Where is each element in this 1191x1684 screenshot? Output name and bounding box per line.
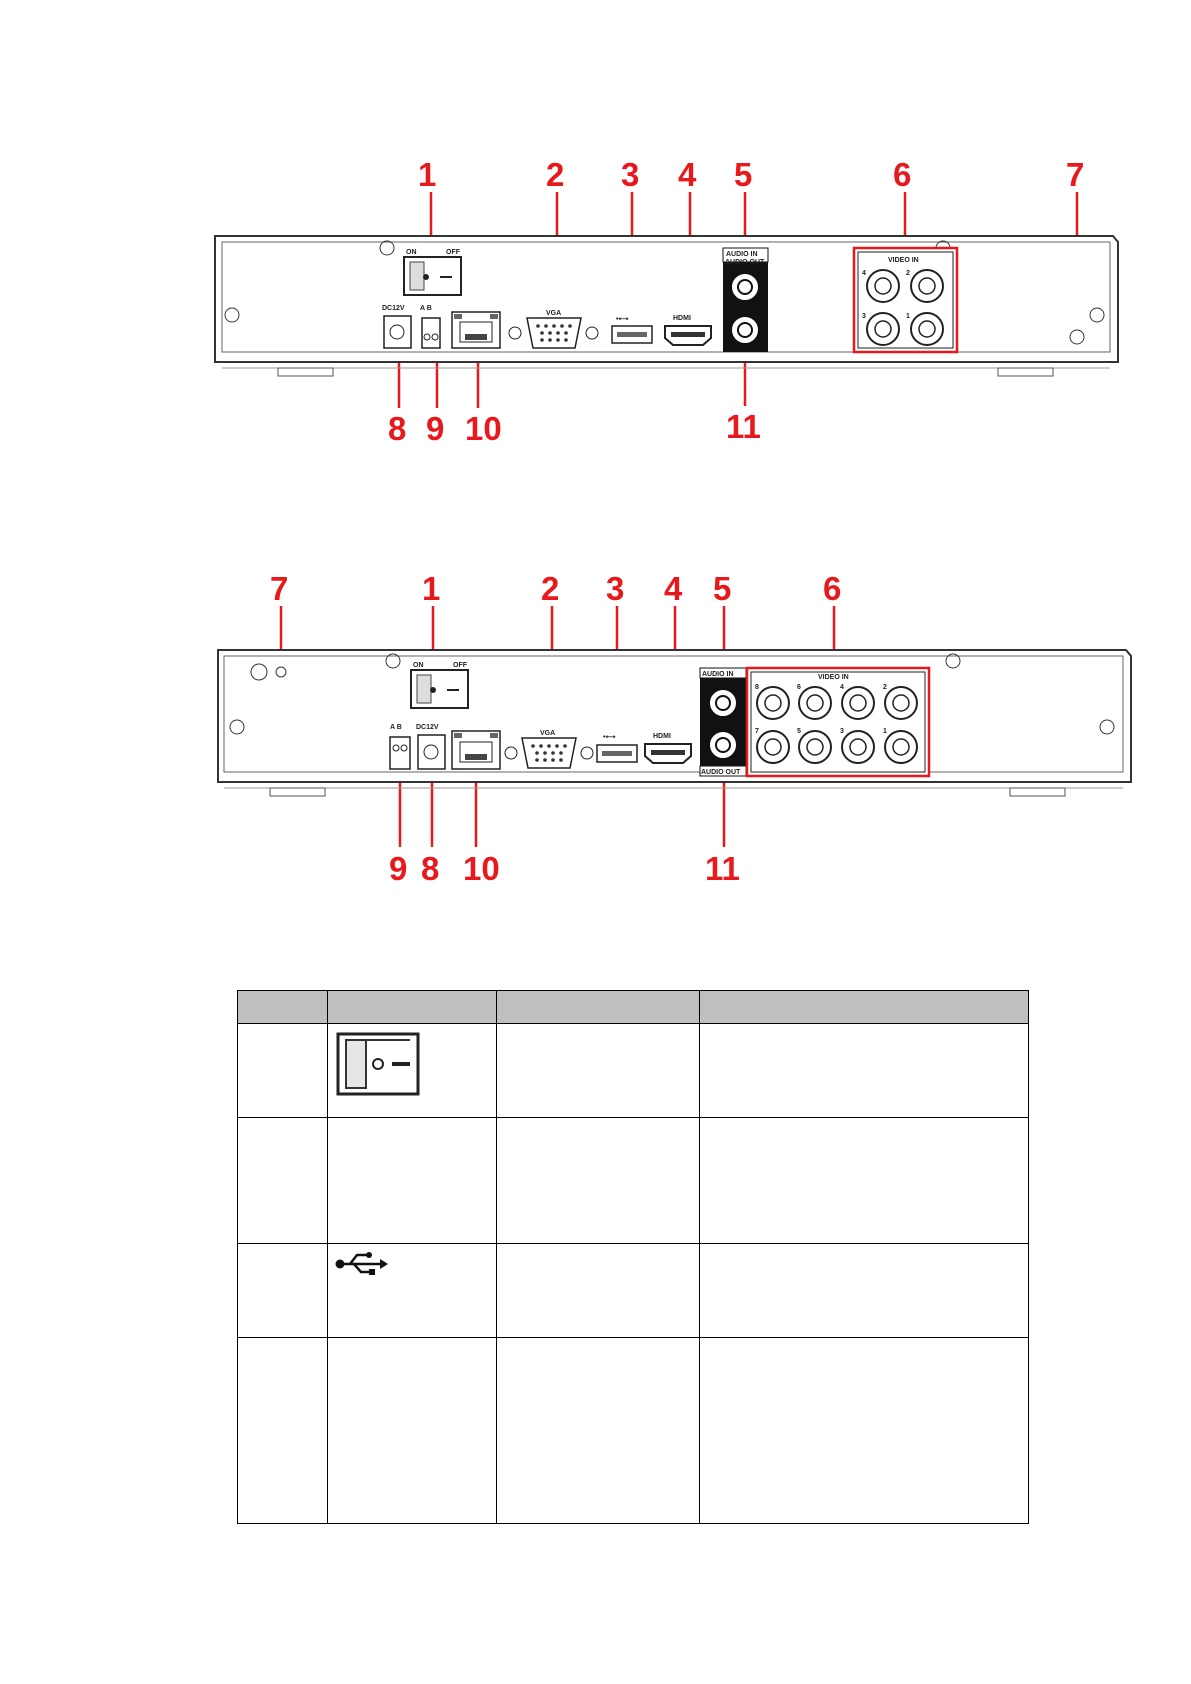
callout-3: 3	[621, 156, 640, 193]
callout-5: 5	[713, 570, 732, 607]
svg-text:4: 4	[862, 270, 866, 277]
usb-symbol-icon: •⟷	[616, 316, 629, 323]
video-in-ports	[854, 248, 957, 352]
table-header-cell	[700, 991, 1029, 1024]
callout-10: 10	[465, 410, 502, 447]
callout-9: 9	[389, 850, 408, 887]
table-header-row	[238, 991, 1029, 1024]
callout-7: 7	[1066, 156, 1085, 193]
power-switch-icon	[334, 1030, 422, 1098]
svg-text:3: 3	[862, 313, 866, 320]
callout-1: 1	[422, 570, 441, 607]
svg-text:7: 7	[755, 728, 759, 735]
callout-2: 2	[541, 570, 560, 607]
svg-text:2: 2	[906, 270, 910, 277]
svg-text:6: 6	[797, 684, 801, 691]
callout-3: 3	[606, 570, 625, 607]
rear-panel-figure-8ch	[0, 555, 1191, 895]
port-spec-table	[237, 990, 1029, 1524]
dc-label: DC12V	[382, 305, 405, 312]
callout-8: 8	[421, 850, 440, 887]
callout-1: 1	[418, 156, 437, 193]
svg-text:3: 3	[840, 728, 844, 735]
table-header-cell	[328, 991, 497, 1024]
callout-7: 7	[270, 570, 289, 607]
audio-in-label: AUDIO IN	[702, 671, 734, 678]
callout-4: 4	[678, 156, 697, 193]
table-row	[238, 1024, 1029, 1118]
callout-2: 2	[546, 156, 565, 193]
svg-text:8: 8	[755, 684, 759, 691]
network-port	[452, 731, 500, 769]
rear-panel-figure-4ch	[0, 140, 1191, 460]
dc-label: DC12V	[416, 724, 439, 731]
table-row	[238, 1118, 1029, 1244]
video-in-ports	[747, 668, 929, 776]
hdmi-label: HDMI	[673, 315, 691, 322]
svg-text:5: 5	[797, 728, 801, 735]
callout-6: 6	[823, 570, 842, 607]
table-row	[238, 1338, 1029, 1524]
audio-ports	[700, 668, 746, 776]
usb-icon	[334, 1250, 390, 1276]
ab-label: A B	[420, 305, 432, 312]
network-port	[452, 312, 500, 348]
audio-ports	[723, 248, 768, 352]
off-label: OFF	[453, 662, 467, 669]
callout-11: 11	[726, 408, 761, 445]
vga-label: VGA	[546, 310, 562, 317]
on-label: ON	[413, 662, 424, 669]
table-header-cell	[238, 991, 328, 1024]
table-header-cell	[497, 991, 700, 1024]
callout-9: 9	[426, 410, 445, 447]
chassis	[218, 650, 1131, 796]
svg-text:4: 4	[840, 684, 844, 691]
callout-11: 11	[705, 850, 740, 887]
callout-10: 10	[463, 850, 500, 887]
audio-out-label: AUDIO OUT	[725, 259, 765, 266]
callout-6: 6	[893, 156, 912, 193]
chassis	[215, 236, 1118, 376]
on-label: ON	[406, 249, 417, 256]
table-row	[238, 1244, 1029, 1338]
video-in-label: VIDEO IN	[818, 674, 849, 681]
callout-5: 5	[734, 156, 753, 193]
usb-symbol-icon: •⟷	[603, 734, 616, 741]
hdmi-label: HDMI	[653, 733, 671, 740]
vga-label: VGA	[540, 730, 556, 737]
callout-8: 8	[388, 410, 407, 447]
ab-label: A B	[390, 724, 402, 731]
callout-4: 4	[664, 570, 683, 607]
video-in-label: VIDEO IN	[888, 257, 919, 264]
audio-in-label: AUDIO IN	[726, 251, 758, 258]
svg-text:1: 1	[906, 313, 910, 320]
off-label: OFF	[446, 249, 460, 256]
audio-out-label: AUDIO OUT	[701, 769, 741, 776]
svg-text:2: 2	[883, 684, 887, 691]
svg-text:1: 1	[883, 728, 887, 735]
